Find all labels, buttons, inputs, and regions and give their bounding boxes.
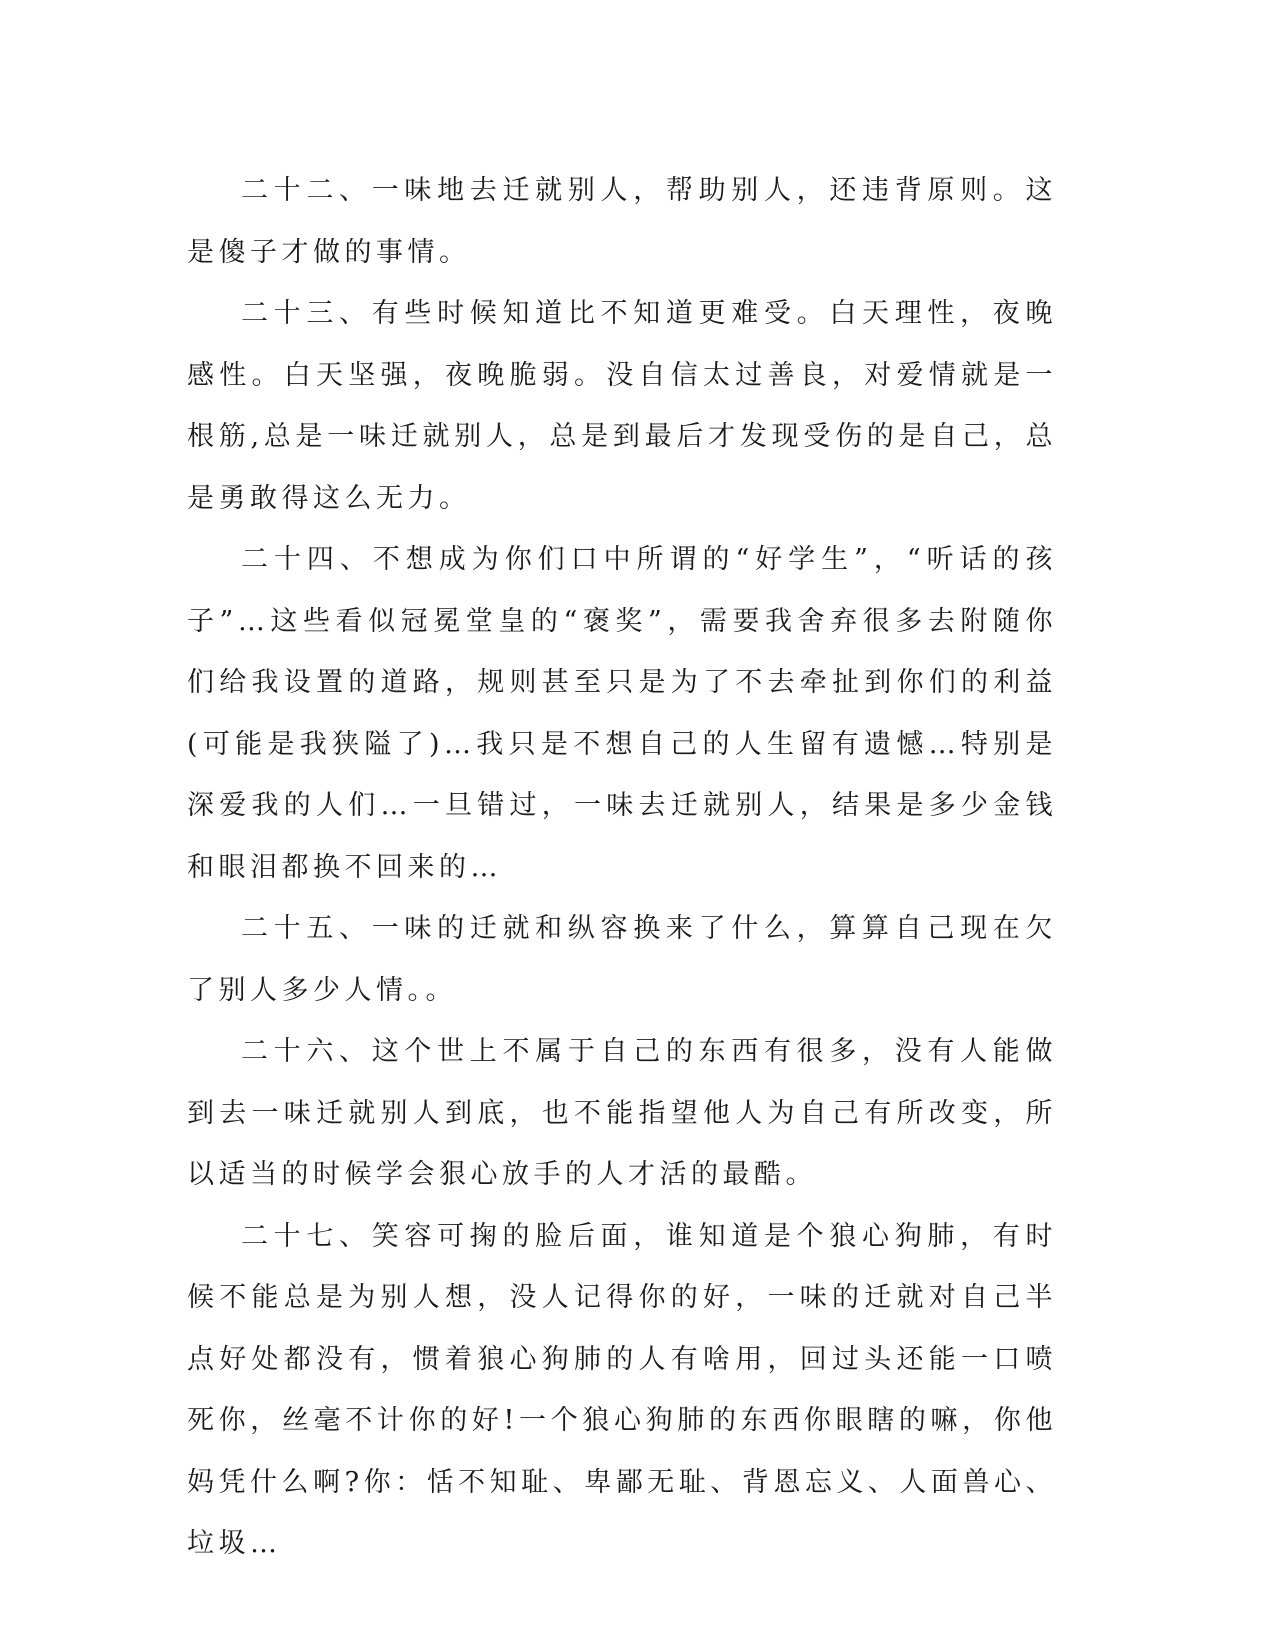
paragraph-26: 二十六、这个世上不属于自己的东西有很多，没有人能做到去一味迁就别人到底，也不能指望他人为自己有所改变，所以适当的时候学会狠心放手的人才活的最酷。 — [187, 1036, 1057, 1190]
document-body — [187, 160, 1057, 1575]
paragraph-24: 二十四、不想成为你们口中所谓的“好学生”，“听话的孩子”…这些看似冠冕堂皇的“褒奖”，需要我舍弃很多去附随你们给我设置的道路，规则甚至只是为了不去牵扯到你们的利益(可能是我狭隘了)…我只是不想自己的人生留有遗憾…特别是深爱我的人们…一旦错过，一味去迁就别人，结果是多少金钱和眼泪都换不回来的… — [187, 544, 1057, 883]
paragraph-22: 二十二、一味地去迁就别人，帮助别人，还违背原则。这是傻子才做的事情。 — [187, 175, 1057, 268]
paragraph-23: 二十三、有些时候知道比不知道更难受。白天理性，夜晚感性。白天坚强，夜晚脆弱。没自信太过善良，对爱情就是一根筋,总是一味迁就别人，总是到最后才发现受伤的是自己，总是勇敢得这么无力。 — [187, 298, 1057, 514]
paragraph-25: 二十五、一味的迁就和纵容换来了什么，算算自己现在欠了别人多少人情。。 — [187, 913, 1057, 1006]
paragraph-27: 二十七、笑容可掬的脸后面，谁知道是个狼心狗肺，有时候不能总是为别人想，没人记得你的好，一味的迁就对自己半点好处都没有，惯着狼心狗肺的人有啥用，回过头还能一口喷死你，丝毫不计你的好!一个狼心狗肺的东西你眼瞎的嘛，你他妈凭什么啊?你：恬不知耻、卑鄙无耻、背恩忘义、人面兽心、垃圾… — [187, 1220, 1057, 1559]
